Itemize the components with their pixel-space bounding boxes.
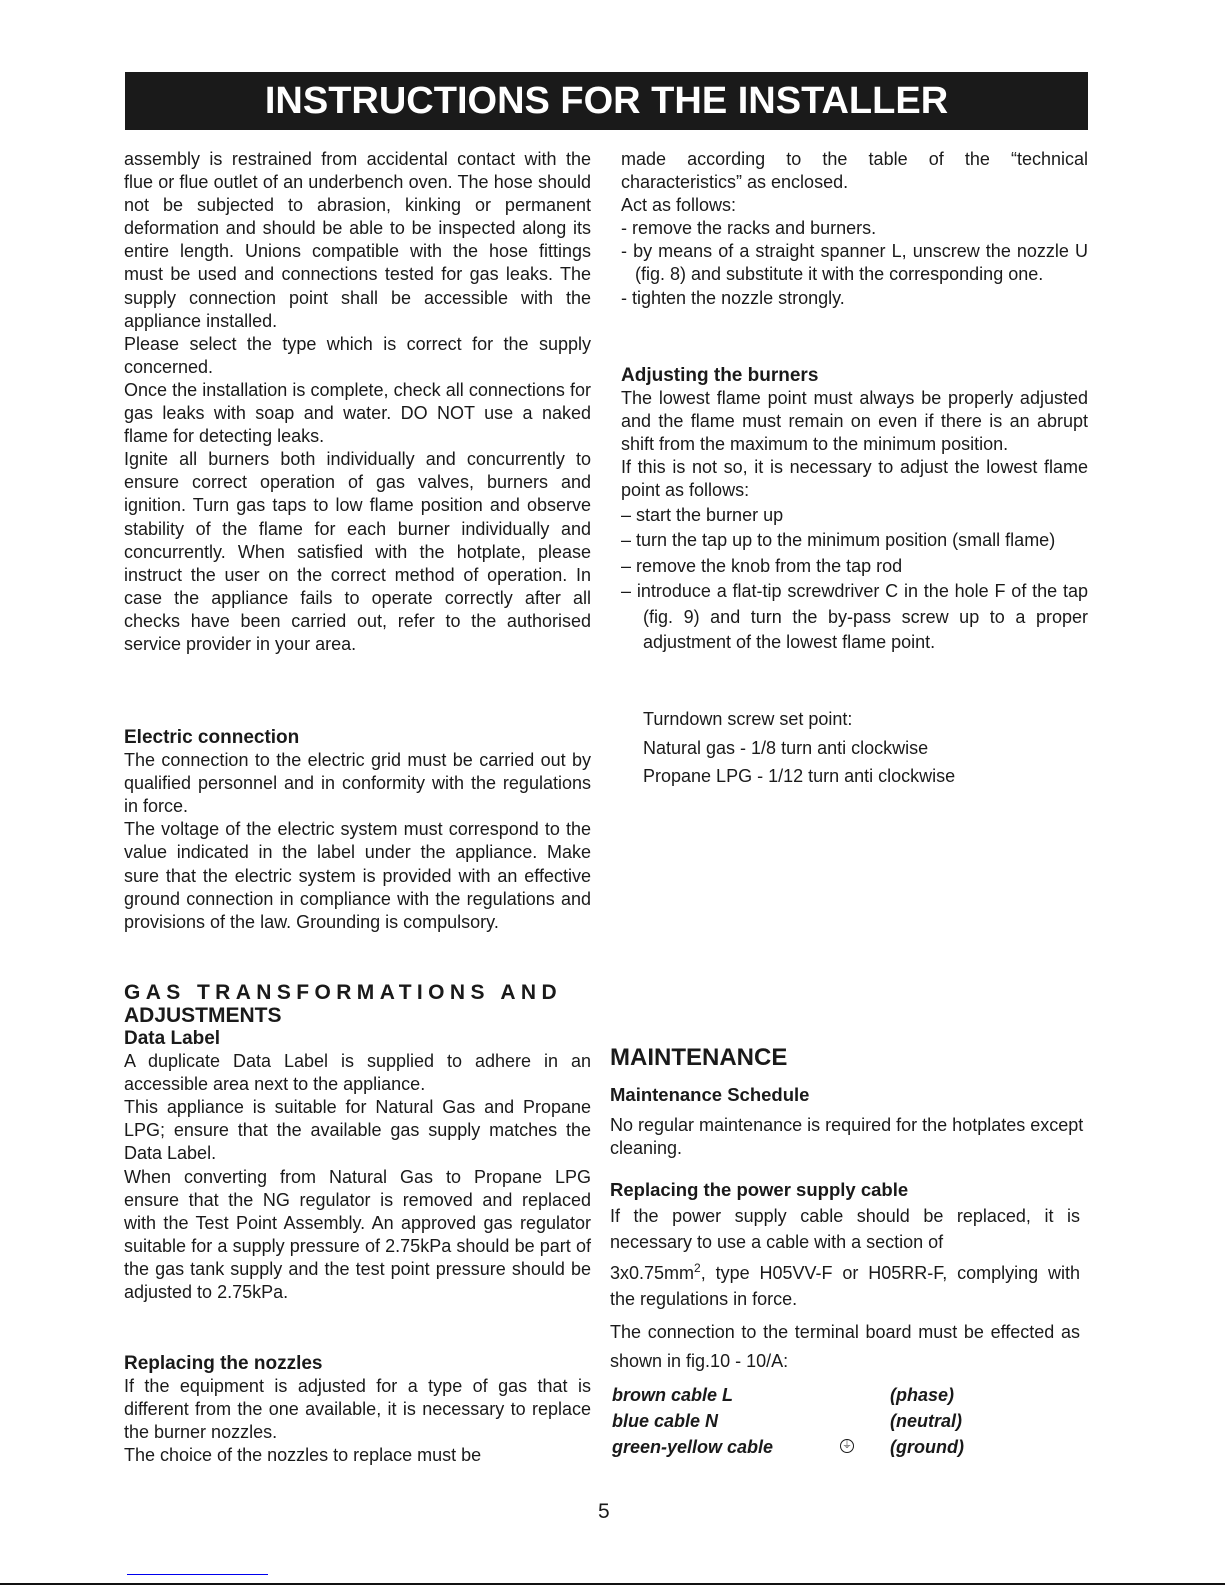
- cable-row: [612, 1382, 1012, 1408]
- subsection-heading: Replacing the nozzles: [124, 1353, 323, 1374]
- subsection-heading: Maintenance Schedule: [610, 1084, 810, 1106]
- turndown-line: Natural gas - 1/8 turn anti clockwise: [643, 737, 929, 758]
- turndown-line: Turndown screw set point:: [643, 709, 853, 729]
- list-item: - by means of a straight spanner L, unscrew the nozzle U (fig. 8) and substitute it with the corresponding one.: [621, 241, 1088, 285]
- ground-icon: ⏚: [842, 1440, 852, 1451]
- gas-section: [124, 981, 591, 1304]
- cable-spec: 3x0.75mm: [610, 1263, 695, 1284]
- turndown-line: Propane LPG - 1/12 turn anti clockwise: [643, 766, 956, 786]
- cable-name: brown cable L: [612, 1385, 734, 1405]
- subsection-heading: Data Label: [124, 1028, 221, 1049]
- paragraph: If this is not so, it is necessary to adjust the lowest flame point as follows:: [621, 457, 1088, 501]
- cable-row: [612, 1434, 1012, 1460]
- paragraph: If the power supply cable should be replaced, it is necessary to use a cable with a section of: [610, 1206, 1080, 1253]
- paragraph: Once the installation is complete, check all connections for gas leaks with soap and water. DO NOT use a naked flame for detecting leaks.: [124, 379, 591, 447]
- paragraph: The voltage of the electric system must correspond to the value indicated in the label under the appliance. Make sure that the electric system is provided with an effective ground connection in compliance with the regulations and provisions of the law. Grounding is compulsory.: [124, 819, 591, 932]
- nozzles-section: [124, 1352, 591, 1467]
- paragraph: assembly is restrained from accidental contact with the flue or flue outlet of an underbench oven. The hose should not be subjected to abrasion, kinking or permanent deformation and should be able to be inspected along its entire length. Unions compatible with the hose fittings must be used and connections tested for gas leaks. The supply connection point shall be accessible with the appliance installed.: [124, 149, 591, 331]
- list-item: – introduce a flat-tip screwdriver C in the hole F of the tap (fig. 9) and turn the by-pass screw up to a proper adjustment of the lowest flame point.: [621, 581, 1088, 653]
- section-heading: GAS TRANSFORMATIONS AND: [124, 981, 563, 1004]
- superscript: 2: [694, 1261, 701, 1276]
- paragraph: The lowest flame point must always be properly adjusted and the flame must remain on even if there is an abrupt shift from the maximum to the minimum position.: [621, 388, 1088, 455]
- subsection-heading: Replacing the power supply cable: [610, 1179, 909, 1201]
- electric-section: [124, 726, 591, 934]
- list-item: - remove the racks and burners.: [621, 218, 877, 239]
- cable-role: (phase): [890, 1385, 955, 1405]
- link-underline[interactable]: [127, 1574, 268, 1575]
- cable-role: (neutral): [890, 1411, 962, 1431]
- list-item: – turn the tap up to the minimum position (small flame): [621, 530, 1056, 551]
- adjust-section: [621, 364, 1088, 656]
- intro-section: [124, 148, 591, 656]
- paragraph: The choice of the nozzles to replace must be: [124, 1445, 482, 1466]
- cable-spec-rest: , type H05VV-F or H05RR-F, complying with the regulations in force.: [610, 1263, 1080, 1310]
- section-heading: Electric connection: [124, 727, 300, 748]
- cable-table: [612, 1382, 1012, 1460]
- subsection-heading: Adjusting the burners: [621, 365, 819, 386]
- paragraph: Ignite all burners both individually and concurrently to ensure correct operation of gas valves, burners and ignition. Turn gas taps to low flame position and observe stability of the flame for each burner individually and concurrently. When satisfied with the hotplate, please instruct the user on the correct method of operation. In case the appliance fails to operate correctly after all checks have been carried out, refer to the authorised service provider in your area.: [124, 449, 591, 654]
- paragraph: A duplicate Data Label is supplied to adhere in an accessible area next to the appliance.: [124, 1051, 591, 1095]
- section-heading: ADJUSTMENTS: [124, 1004, 282, 1027]
- page-number: 5: [598, 1500, 610, 1523]
- paragraph: The connection to the terminal board must be effected as shown in fig.10 - 10/A:: [610, 1322, 1080, 1372]
- paragraph: If the equipment is adjusted for a type of gas that is different from the one available, it is necessary to replace the burner nozzles.: [124, 1376, 591, 1443]
- list-item: - tighten the nozzle strongly.: [621, 287, 845, 308]
- paragraph: [610, 1255, 1080, 1312]
- maintenance-section: [610, 1046, 1090, 1376]
- paragraph: When converting from Natural Gas to Propane LPG ensure that the NG regulator is removed and replaced with the Test Point Assembly. An approved gas regulator suitable for a supply pressure of 2.75kPa should be part of the gas tank supply and the test point pressure should be adjusted to 2.75kPa.: [124, 1166, 591, 1303]
- paragraph: Please select the type which is correct for the supply concerned.: [124, 333, 591, 377]
- list-item: – remove the knob from the tap rod: [621, 555, 903, 576]
- cable-row: [612, 1408, 1012, 1434]
- page-banner: INSTRUCTIONS FOR THE INSTALLER: [125, 72, 1088, 130]
- paragraph: made according to the table of the “technical characteristics” as enclosed.: [621, 149, 1088, 193]
- section-heading: MAINTENANCE: [610, 1044, 788, 1071]
- turndown-section: [643, 705, 1083, 791]
- paragraph: The connection to the electric grid must be carried out by qualified personnel and in conformity with the regulations in force.: [124, 750, 591, 817]
- paragraph: No regular maintenance is required for the hotplates except cleaning.: [610, 1115, 1084, 1159]
- paragraph: Act as follows:: [621, 195, 737, 216]
- cable-role: (ground): [890, 1437, 964, 1457]
- list-item: – start the burner up: [621, 504, 784, 525]
- cable-name: blue cable N: [612, 1411, 719, 1431]
- cable-name: green-yellow cable: [612, 1437, 774, 1457]
- paragraph: This appliance is suitable for Natural Gas and Propane LPG; ensure that the available gas supply matches the Data Label.: [124, 1097, 591, 1164]
- nozzle-steps-section: [621, 148, 1088, 310]
